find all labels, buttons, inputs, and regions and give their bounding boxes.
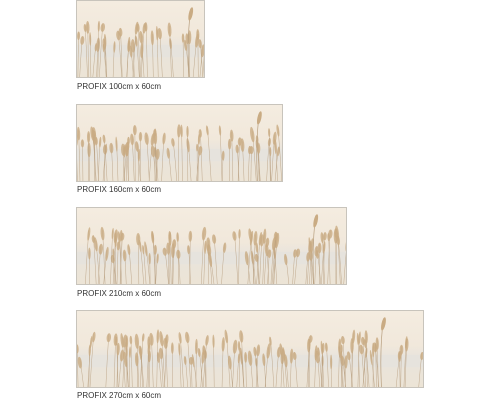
reed-plume <box>178 343 181 356</box>
reed-plume-tall <box>187 7 194 21</box>
product-image-160x60[interactable] <box>76 104 283 182</box>
reed-plume <box>167 22 172 37</box>
reed-plume <box>186 126 188 138</box>
product-caption: PROFIX 270cm x 60cm <box>77 391 161 401</box>
reed-plume <box>151 231 155 244</box>
reed-plume <box>156 329 159 343</box>
reed-landscape-illustration <box>77 208 346 284</box>
reed-plume <box>100 227 105 241</box>
reed-plume <box>206 237 210 250</box>
reed-plume <box>177 124 181 137</box>
reed-plume <box>81 139 84 147</box>
product-caption: PROFIX 100cm x 60cm <box>77 82 161 92</box>
reed-plume <box>358 331 361 344</box>
reed-plume-tall <box>312 214 319 228</box>
reed-plume <box>130 133 135 145</box>
reed-plume <box>359 344 364 354</box>
reed-landscape-illustration <box>77 311 423 387</box>
reed-plume <box>150 30 154 45</box>
reed-plume <box>341 336 346 344</box>
reed-plume <box>188 231 192 242</box>
reed-plume <box>77 31 80 40</box>
reed-plume <box>212 234 217 244</box>
reed-plume <box>268 128 271 137</box>
reed-plume <box>88 248 91 260</box>
reed-plume <box>232 340 238 354</box>
product-caption: PROFIX 210cm x 60cm <box>77 289 161 299</box>
product-image-210x60[interactable] <box>76 207 347 285</box>
reed-plume <box>159 331 165 347</box>
reed-plume <box>139 132 142 142</box>
reed-plume <box>239 330 244 343</box>
reed-plume <box>171 138 176 147</box>
reed-plume <box>162 132 166 144</box>
product-image-270x60[interactable] <box>76 310 424 388</box>
reed-plume-tall <box>380 317 387 331</box>
reed-plume <box>196 144 198 152</box>
product-caption: PROFIX 160cm x 60cm <box>77 185 161 195</box>
reed-plume <box>106 333 111 342</box>
reed-plume <box>100 23 105 32</box>
reed-plume <box>99 137 102 148</box>
reed-landscape-illustration <box>77 105 282 181</box>
reed-plume <box>102 134 106 143</box>
reed-plume <box>350 338 353 353</box>
reed-plume <box>238 229 241 239</box>
reed-plume <box>221 337 225 352</box>
reed-plume <box>249 127 255 143</box>
reed-plume-tall <box>256 111 263 125</box>
reed-plume <box>142 333 145 342</box>
reed-plume <box>129 336 132 345</box>
reed-plume <box>87 227 91 241</box>
reed-plume <box>201 227 207 241</box>
product-image-100x60[interactable] <box>76 0 205 78</box>
reed-plume <box>144 132 149 145</box>
reed-plume <box>205 125 209 135</box>
reed-plume <box>222 242 226 253</box>
reed-landscape-illustration <box>77 1 204 77</box>
reed-plume <box>89 32 91 46</box>
reed-plume <box>77 344 79 353</box>
reed-plume <box>88 345 91 357</box>
reed-plume <box>232 231 237 241</box>
reed-plume <box>182 33 185 43</box>
reed-plume <box>136 233 140 246</box>
reed-plume <box>345 237 346 252</box>
reed-plume <box>133 125 137 135</box>
reed-plume <box>195 339 198 355</box>
reed-plume <box>176 232 179 242</box>
reed-plume <box>87 131 90 143</box>
reed-plume <box>184 331 190 343</box>
reed-plume <box>325 342 329 352</box>
reed-plume <box>80 36 85 45</box>
reed-plume <box>156 26 159 41</box>
reed-plume <box>212 335 215 348</box>
reed-plume <box>171 342 174 354</box>
reed-plume <box>256 344 260 356</box>
reed-plume <box>205 335 210 346</box>
reed-plume <box>178 332 182 344</box>
reed-plume <box>98 21 101 32</box>
reed-plume <box>219 125 222 135</box>
reed-plume <box>134 334 139 349</box>
